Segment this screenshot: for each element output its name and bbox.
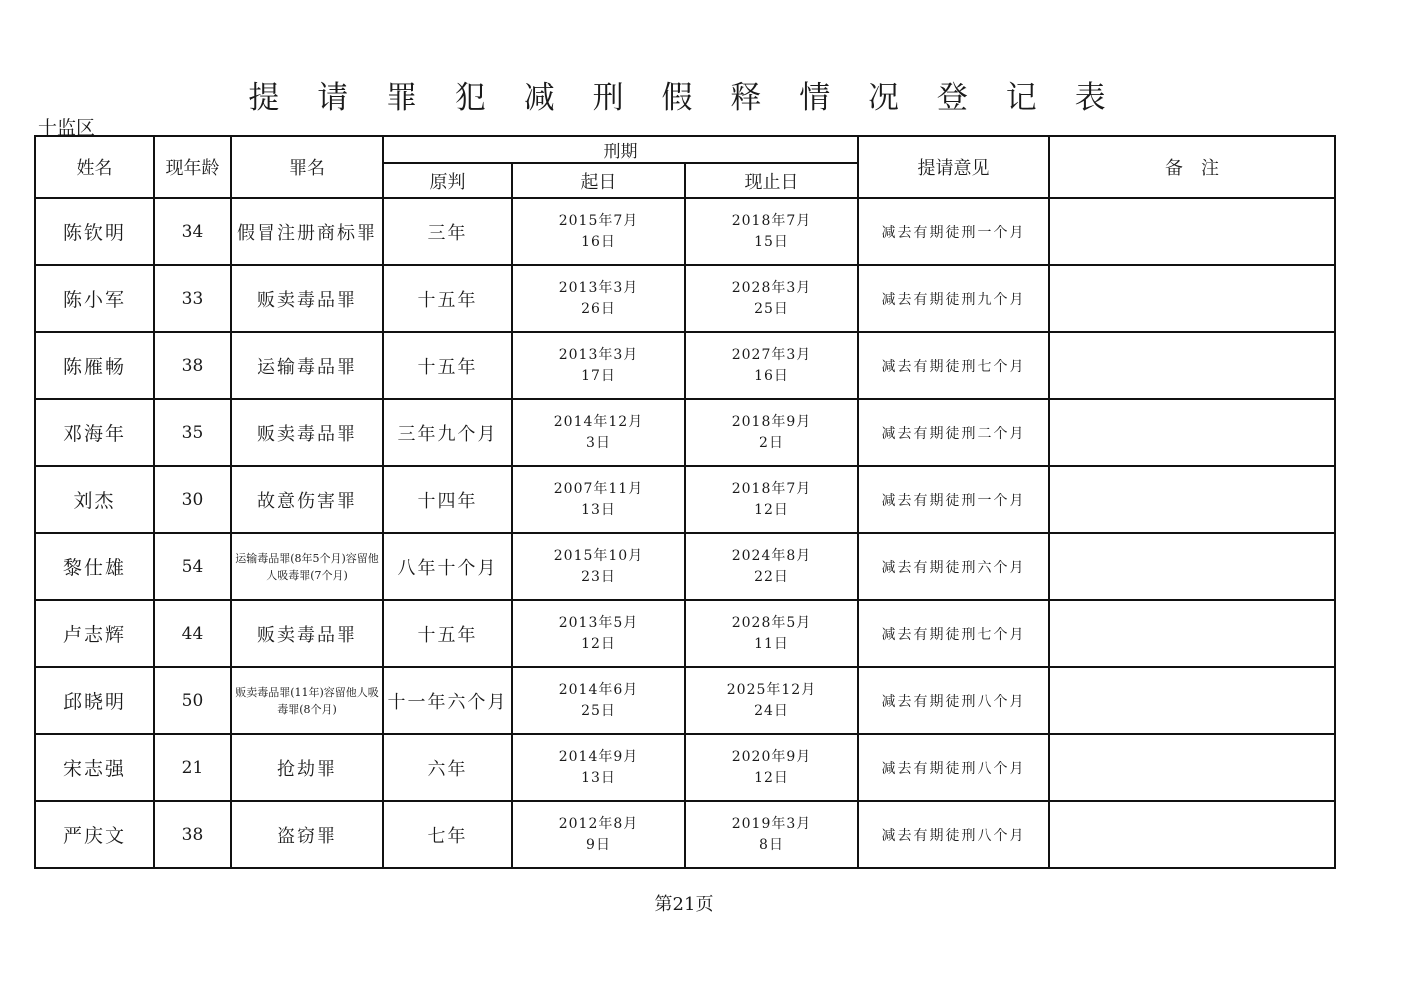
header-end: 现止日 (685, 163, 858, 198)
cell-remark (1049, 667, 1335, 734)
start-date-line-2: 25日 (581, 702, 616, 719)
start-date-line-1: 2013年3月 (558, 279, 639, 296)
table-body (35, 198, 1335, 868)
header-start: 起日 (512, 163, 685, 198)
end-date-line-1: 2027年3月 (731, 346, 812, 363)
end-date-line-1: 2025年12月 (726, 681, 817, 698)
cell-original-sentence: 六年 (383, 734, 512, 801)
header-term-group: 刑期 (383, 136, 858, 163)
cell-opinion: 减去有期徒刑八个月 (858, 667, 1049, 734)
start-date-line-1: 2015年10月 (553, 547, 644, 564)
cell-remark (1049, 801, 1335, 868)
district-label: 十监区 (38, 117, 96, 139)
cell-crime: 贩卖毒品罪(11年)容留他人吸毒罪(8个月) (231, 667, 383, 734)
cell-opinion: 减去有期徒刑一个月 (858, 198, 1049, 265)
cell-name: 陈小军 (35, 265, 154, 332)
header-opinion: 提请意见 (858, 136, 1049, 198)
header-remarks: 备 注 (1049, 136, 1335, 198)
cell-start-date (512, 600, 685, 667)
end-date-line-2: 25日 (754, 300, 789, 317)
start-date-line-2: 13日 (581, 769, 616, 786)
cell-crime: 假冒注册商标罪 (231, 198, 383, 265)
register-table (34, 135, 1336, 869)
start-date-line-2: 26日 (581, 300, 616, 317)
cell-end-date (685, 734, 858, 801)
cell-age: 50 (154, 667, 231, 734)
end-date-line-1: 2018年7月 (731, 212, 812, 229)
cell-original-sentence: 十五年 (383, 332, 512, 399)
cell-start-date (512, 265, 685, 332)
cell-crime: 故意伤害罪 (231, 466, 383, 533)
cell-age: 54 (154, 533, 231, 600)
cell-opinion: 减去有期徒刑六个月 (858, 533, 1049, 600)
cell-start-date (512, 332, 685, 399)
cell-start-date (512, 734, 685, 801)
cell-end-date (685, 198, 858, 265)
cell-start-date (512, 801, 685, 868)
end-date-line-2: 15日 (754, 233, 789, 250)
cell-crime: 贩卖毒品罪 (231, 265, 383, 332)
cell-age: 38 (154, 332, 231, 399)
start-date-line-1: 2014年6月 (558, 681, 639, 698)
end-date-line-1: 2024年8月 (731, 547, 812, 564)
cell-crime: 贩卖毒品罪 (231, 399, 383, 466)
cell-end-date (685, 667, 858, 734)
header-name: 姓名 (35, 136, 154, 198)
end-date-line-2: 8日 (759, 836, 784, 853)
cell-name: 邱晓明 (35, 667, 154, 734)
cell-start-date (512, 198, 685, 265)
cell-age: 21 (154, 734, 231, 801)
cell-opinion: 减去有期徒刑八个月 (858, 734, 1049, 801)
table-row (35, 332, 1335, 399)
cell-start-date (512, 533, 685, 600)
cell-original-sentence: 七年 (383, 801, 512, 868)
cell-opinion: 减去有期徒刑八个月 (858, 801, 1049, 868)
cell-opinion: 减去有期徒刑二个月 (858, 399, 1049, 466)
cell-opinion: 减去有期徒刑七个月 (858, 600, 1049, 667)
cell-age: 44 (154, 600, 231, 667)
table-row (35, 466, 1335, 533)
table-row (35, 533, 1335, 600)
cell-original-sentence: 十五年 (383, 265, 512, 332)
table-row (35, 667, 1335, 734)
document-title: 提 请 罪 犯 减 刑 假 释 情 况 登 记 表 (248, 80, 1120, 116)
cell-age: 30 (154, 466, 231, 533)
table-row (35, 198, 1335, 265)
header-crime: 罪名 (231, 136, 383, 198)
cell-remark (1049, 533, 1335, 600)
cell-start-date (512, 667, 685, 734)
cell-start-date (512, 399, 685, 466)
cell-original-sentence: 十一年六个月 (383, 667, 512, 734)
cell-end-date (685, 801, 858, 868)
cell-remark (1049, 466, 1335, 533)
table-row (35, 265, 1335, 332)
cell-original-sentence: 三年 (383, 198, 512, 265)
cell-end-date (685, 466, 858, 533)
start-date-line-1: 2007年11月 (553, 480, 644, 497)
end-date-line-2: 12日 (754, 769, 789, 786)
cell-start-date (512, 466, 685, 533)
cell-crime: 盗窃罪 (231, 801, 383, 868)
cell-end-date (685, 399, 858, 466)
start-date-line-1: 2015年7月 (558, 212, 639, 229)
cell-age: 34 (154, 198, 231, 265)
start-date-line-2: 9日 (586, 836, 611, 853)
end-date-line-2: 16日 (754, 367, 789, 384)
cell-end-date (685, 533, 858, 600)
table-row (35, 801, 1335, 868)
cell-crime: 抢劫罪 (231, 734, 383, 801)
cell-remark (1049, 198, 1335, 265)
cell-crime: 贩卖毒品罪 (231, 600, 383, 667)
end-date-line-1: 2018年7月 (731, 480, 812, 497)
cell-original-sentence: 十五年 (383, 600, 512, 667)
cell-remark (1049, 600, 1335, 667)
table-header (35, 136, 1335, 198)
cell-name: 宋志强 (35, 734, 154, 801)
start-date-line-1: 2013年5月 (558, 614, 639, 631)
cell-age: 35 (154, 399, 231, 466)
cell-end-date (685, 600, 858, 667)
cell-crime: 运输毒品罪 (231, 332, 383, 399)
cell-name: 刘杰 (35, 466, 154, 533)
start-date-line-1: 2013年3月 (558, 346, 639, 363)
cell-age: 33 (154, 265, 231, 332)
end-date-line-2: 24日 (754, 702, 789, 719)
end-date-line-1: 2028年5月 (731, 614, 812, 631)
start-date-line-2: 13日 (581, 501, 616, 518)
start-date-line-1: 2012年8月 (558, 815, 639, 832)
start-date-line-2: 3日 (586, 434, 611, 451)
start-date-line-2: 16日 (581, 233, 616, 250)
cell-original-sentence: 八年十个月 (383, 533, 512, 600)
end-date-line-1: 2028年3月 (731, 279, 812, 296)
page-number: 第21页 (654, 894, 714, 915)
table-row (35, 600, 1335, 667)
end-date-line-2: 12日 (754, 501, 789, 518)
end-date-line-2: 11日 (754, 635, 789, 652)
cell-name: 卢志辉 (35, 600, 154, 667)
cell-opinion: 减去有期徒刑一个月 (858, 466, 1049, 533)
cell-end-date (685, 332, 858, 399)
start-date-line-2: 12日 (581, 635, 616, 652)
cell-name: 黎仕雄 (35, 533, 154, 600)
cell-name: 陈钦明 (35, 198, 154, 265)
end-date-line-1: 2020年9月 (731, 748, 812, 765)
table-row (35, 399, 1335, 466)
cell-remark (1049, 734, 1335, 801)
cell-original-sentence: 三年九个月 (383, 399, 512, 466)
start-date-line-1: 2014年12月 (553, 413, 644, 430)
cell-remark (1049, 265, 1335, 332)
cell-name: 邓海年 (35, 399, 154, 466)
start-date-line-2: 23日 (581, 568, 616, 585)
cell-original-sentence: 十四年 (383, 466, 512, 533)
cell-opinion: 减去有期徒刑九个月 (858, 265, 1049, 332)
end-date-line-1: 2019年3月 (731, 815, 812, 832)
cell-end-date (685, 265, 858, 332)
cell-remark (1049, 399, 1335, 466)
cell-age: 38 (154, 801, 231, 868)
start-date-line-1: 2014年9月 (558, 748, 639, 765)
end-date-line-1: 2018年9月 (731, 413, 812, 430)
cell-opinion: 减去有期徒刑七个月 (858, 332, 1049, 399)
end-date-line-2: 22日 (754, 568, 789, 585)
cell-name: 严庆文 (35, 801, 154, 868)
table-row (35, 734, 1335, 801)
cell-name: 陈雁畅 (35, 332, 154, 399)
end-date-line-2: 2日 (759, 434, 784, 451)
header-age: 现年龄 (154, 136, 231, 198)
header-original: 原判 (383, 163, 512, 198)
start-date-line-2: 17日 (581, 367, 616, 384)
cell-remark (1049, 332, 1335, 399)
cell-crime: 运输毒品罪(8年5个月)容留他人吸毒罪(7个月) (231, 533, 383, 600)
